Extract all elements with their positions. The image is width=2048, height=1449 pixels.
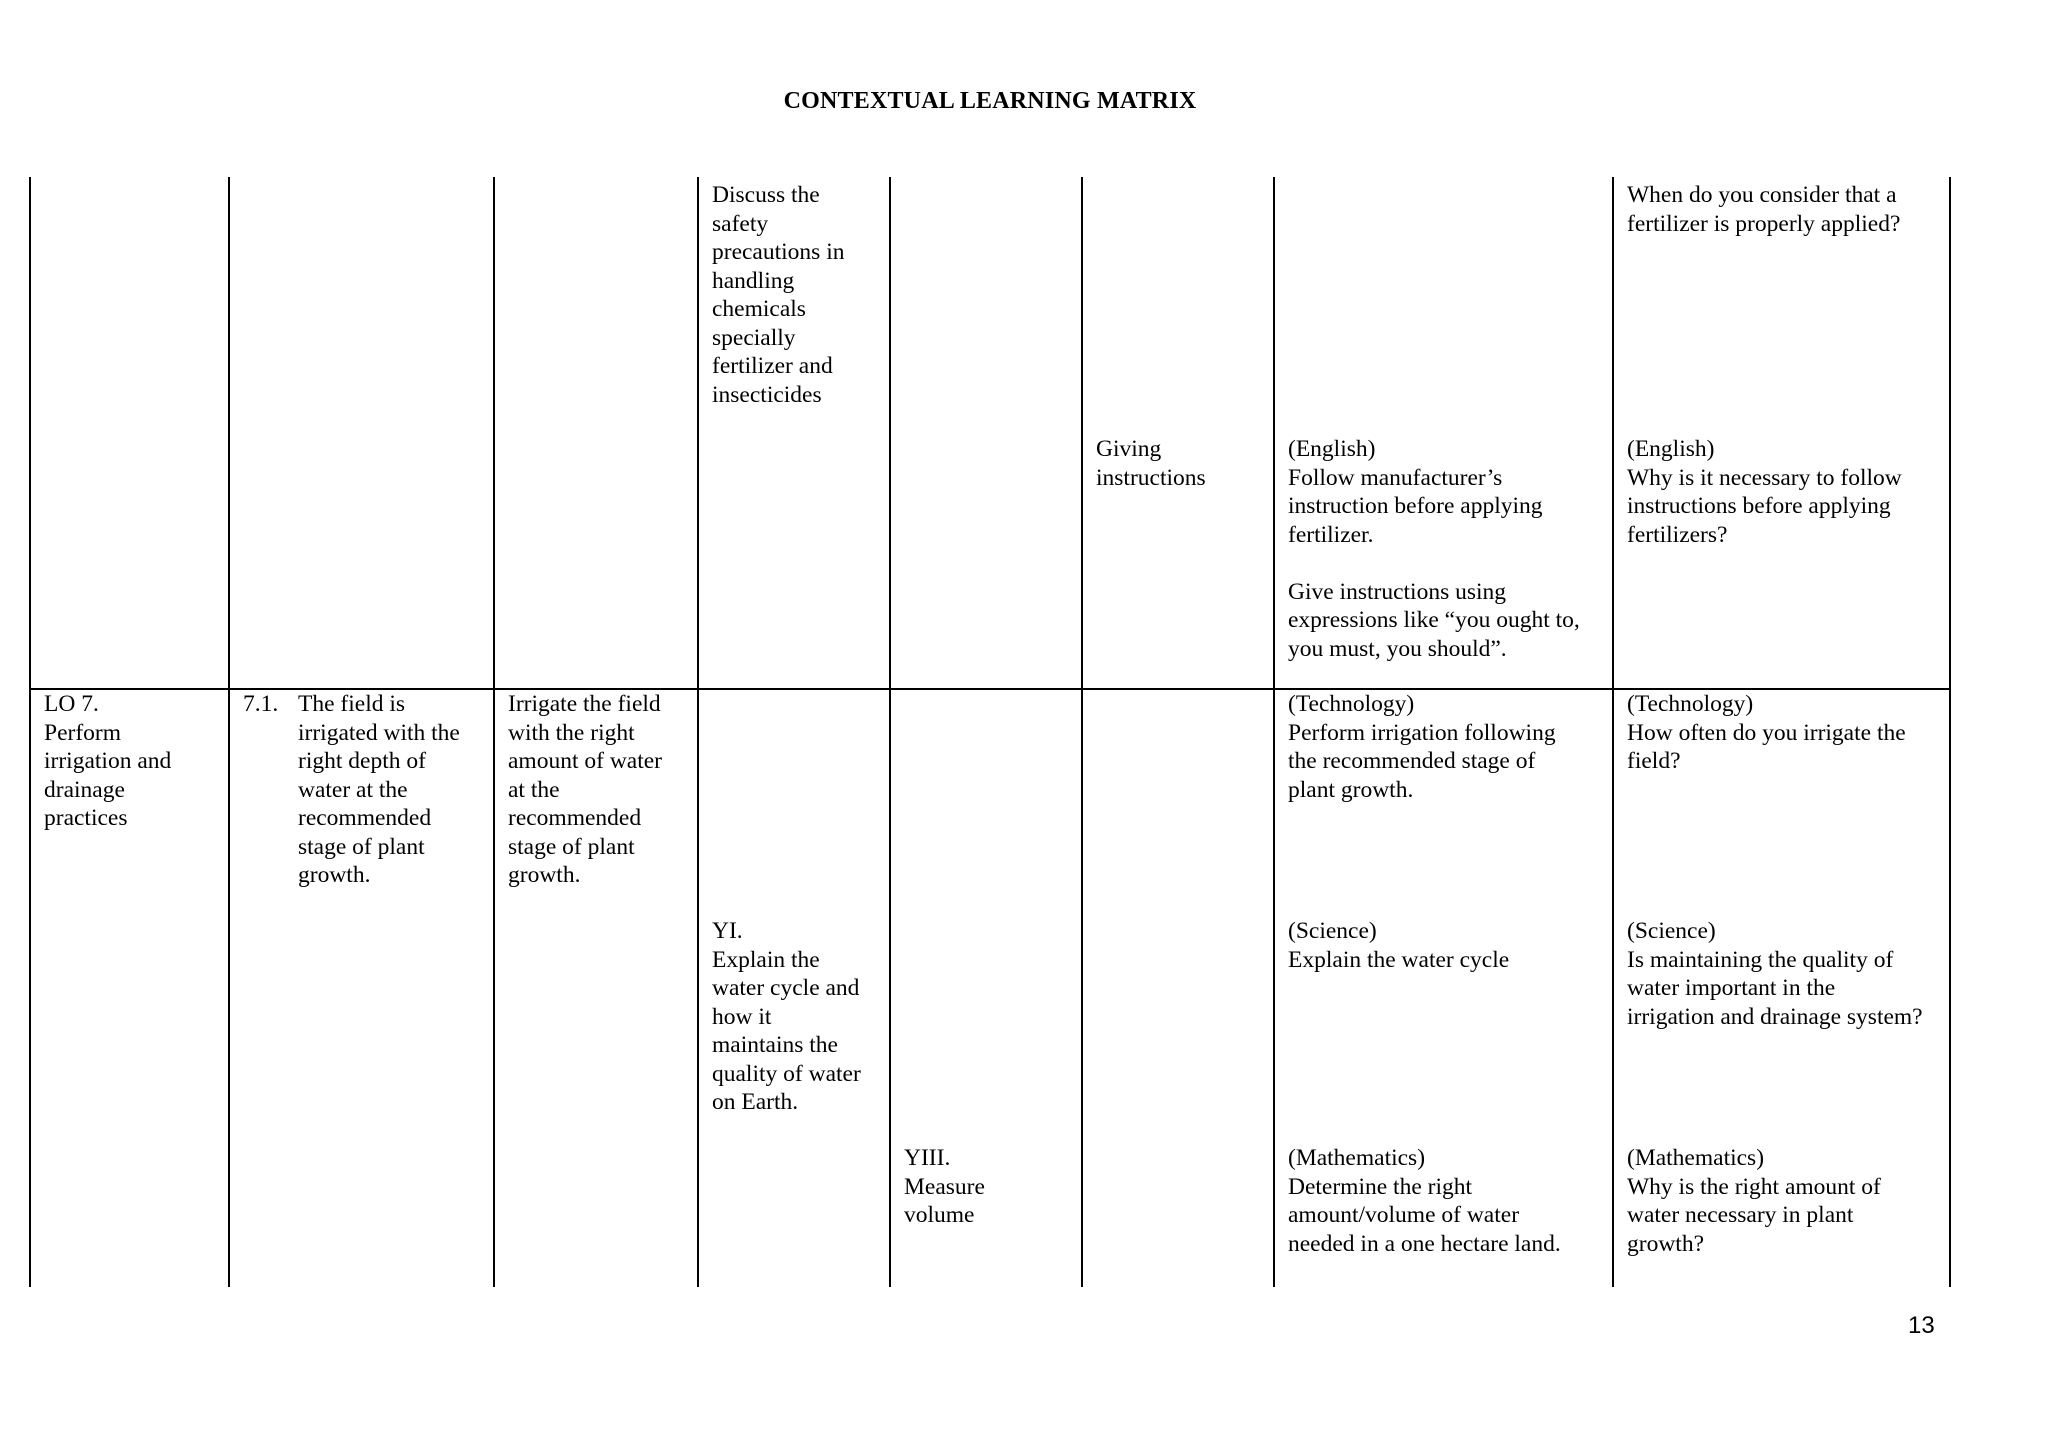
row4-integration-cell: (Science) Explain the water cycle [1288, 918, 1510, 973]
row3-content-cell: Irrigate the field with the right amount of water at the recommended stage of plant growth. [508, 691, 663, 888]
page-title: CONTEXTUAL LEARNING MATRIX [783, 88, 1197, 114]
column-rule [697, 177, 699, 1287]
row5-integration-cell: (Mathematics) Determine the right amount/volume of water needed in a one hectare land. [1288, 1145, 1561, 1257]
column-rule [1081, 177, 1083, 1287]
row2-integration-cell: (English) Follow manufacturer’s instruction before applying fertilizer. Give instructions using expressions like “you ought to, you must, you should”. [1288, 436, 1580, 662]
page-number: 13 [1908, 1312, 1935, 1339]
row2-skill-cell: Giving instructions [1096, 436, 1206, 491]
row3-question-cell: (Technology) How often do you irrigate the field? [1627, 691, 1906, 774]
row1-question-cell: When do you consider that a fertilizer is properly applied? [1627, 182, 1901, 237]
column-rule [1612, 177, 1614, 1287]
column-rule [29, 177, 31, 1287]
contextual-learning-matrix-table [29, 177, 1951, 1287]
row2-question-cell: (English) Why is it necessary to follow instructions before applying fertilizers? [1627, 436, 1902, 548]
row4-activity-cell: YI. Explain the water cycle and how it maintains the quality of water on Earth. [712, 918, 861, 1115]
column-rule [228, 177, 230, 1287]
row3-criteria-number: 7.1. [243, 691, 279, 717]
row1-activity-cell: Discuss the safety precautions in handling chemicals specially fertilizer and insecticides [712, 182, 845, 408]
column-rule [493, 177, 495, 1287]
row3-integration-cell: (Technology) Perform irrigation following the recommended stage of plant growth. [1288, 691, 1556, 803]
row5-question-cell: (Mathematics) Why is the right amount of water necessary in plant growth? [1627, 1145, 1881, 1257]
row5-math-skill-cell: YIII. Measure volume [904, 1145, 985, 1228]
column-rule [1273, 177, 1275, 1287]
row3-learning-outcome-cell: LO 7. Perform irrigation and drainage practices [44, 691, 172, 831]
column-rule [1949, 177, 1951, 1287]
row3-criteria-cell: The field is irrigated with the right depth of water at the recommended stage of plant growth. [298, 691, 460, 888]
row4-question-cell: (Science) Is maintaining the quality of water important in the irrigation and drainage system? [1627, 918, 1923, 1030]
